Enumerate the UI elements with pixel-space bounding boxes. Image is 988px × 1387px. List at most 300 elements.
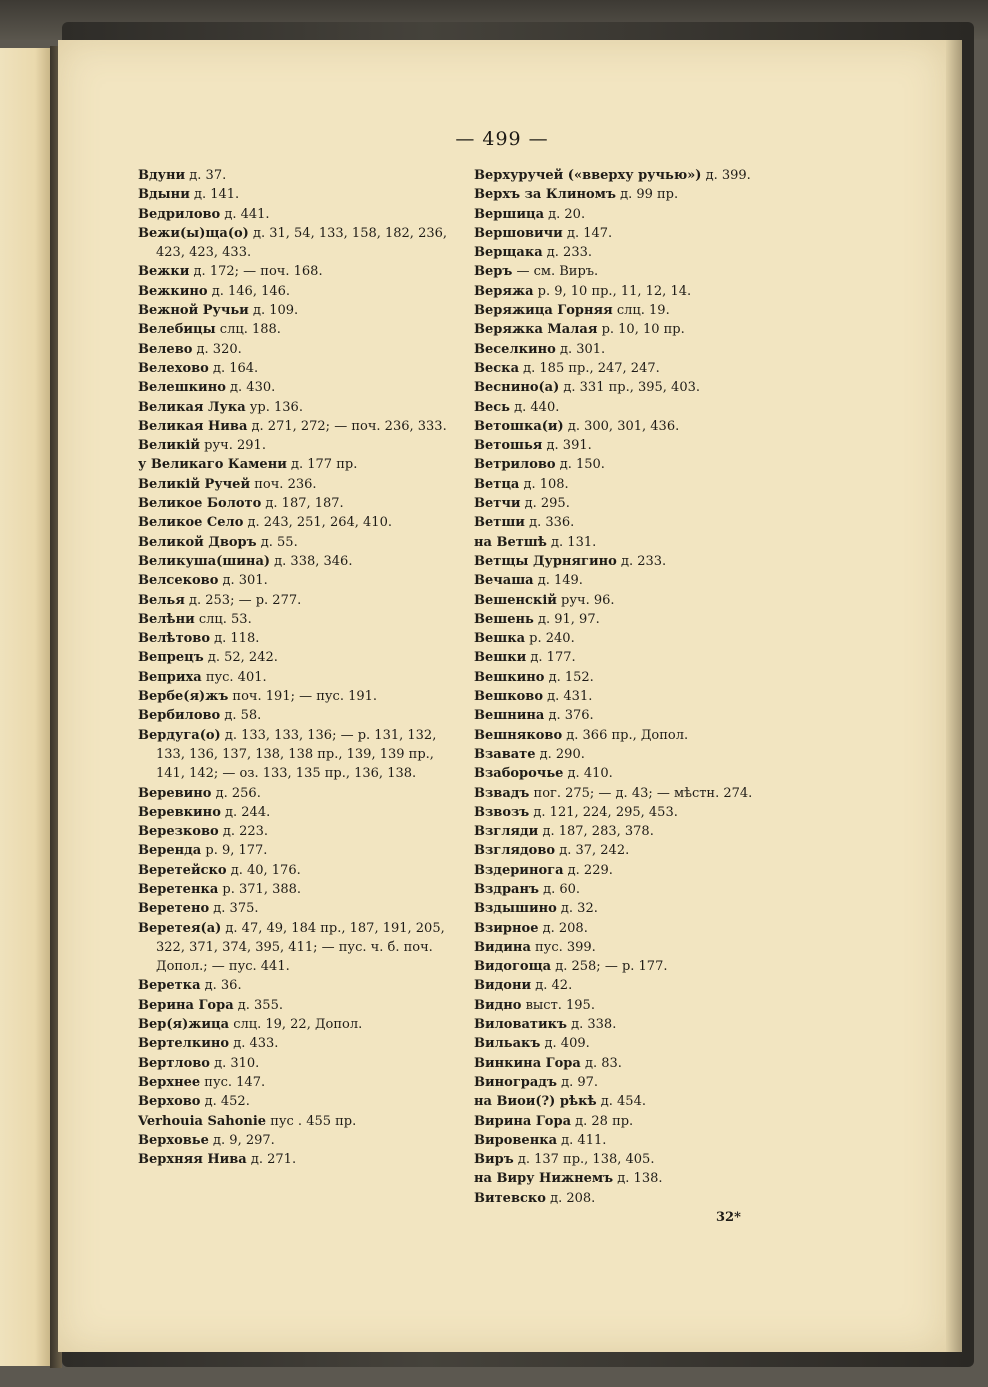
index-entry: [474, 1131, 774, 1150]
index-entry: [474, 938, 774, 957]
entry-references: д. 152.: [544, 669, 594, 685]
entry-headword: Ветщы Дурнягино: [474, 553, 617, 569]
entry-headword: Великое Болото: [138, 496, 262, 512]
entry-headword: Веприха: [138, 669, 202, 685]
index-entry: [138, 610, 454, 629]
entry-references: д. 177 пр.: [286, 457, 358, 473]
index-entry: [138, 976, 454, 995]
entry-references: д. 375.: [209, 901, 259, 917]
entry-references: д. 164.: [208, 360, 259, 376]
entry-headword: Verhouia Sahonie: [138, 1113, 267, 1129]
entry-headword: Виръ: [474, 1152, 514, 1168]
index-entry: [138, 378, 454, 397]
index-entry: [474, 648, 774, 667]
entry-references: д. 208.: [538, 920, 588, 936]
entry-references: д. 141.: [189, 187, 240, 203]
entry-headword: Веска: [474, 360, 519, 376]
entry-headword: у Великаго Камени: [138, 457, 287, 473]
index-entry: [474, 784, 774, 803]
index-entry: [474, 745, 774, 764]
entry-references: слц. 19, 22, Допол.: [229, 1017, 363, 1033]
entry-headword: Вертлово: [138, 1055, 210, 1071]
entry-references: р. 10, 10 пр.: [597, 322, 685, 338]
entry-references: д. 37, 242.: [555, 843, 630, 859]
entry-references: д. 133, 133, 136; — р. 131, 132, 133, 136, 137, 138, 138 пр., 139, 139 пр., 141, 142; — оз. 133, 135 пр., 136, 138.: [156, 727, 437, 782]
entry-headword: Ветчи: [474, 496, 521, 512]
index-entry: [474, 455, 774, 474]
index-entry: [474, 340, 774, 359]
entry-references: пус . 455 пр.: [266, 1113, 357, 1129]
index-entry: [474, 1150, 774, 1169]
entry-headword: Вдуни: [138, 168, 186, 183]
entry-headword: Взглядово: [474, 843, 556, 859]
entry-references: д. 454.: [596, 1094, 646, 1110]
entry-references: д. 40, 176.: [226, 862, 301, 878]
entry-references: д. 243, 251, 264, 410.: [243, 515, 392, 531]
entry-references: д. 36.: [200, 978, 242, 994]
entry-headword: Веръ: [474, 264, 513, 280]
index-entry: [474, 629, 774, 648]
index-entry: [474, 610, 774, 629]
index-entry: [138, 1034, 454, 1053]
entry-references: д. 411.: [557, 1132, 607, 1148]
index-entry: [138, 706, 454, 725]
entry-references: д. 376.: [544, 708, 594, 724]
entry-headword: Верина Гора: [138, 997, 234, 1013]
entry-references: — см. Виръ.: [512, 264, 599, 280]
entry-headword: Вечаша: [474, 573, 534, 589]
entry-headword: Вешняково: [474, 727, 563, 743]
entry-references: д. 229.: [563, 862, 613, 878]
entry-references: д. 253; — р. 277.: [184, 592, 302, 608]
entry-references: д. 91, 97.: [533, 611, 600, 627]
entry-references: д. 295.: [520, 496, 570, 512]
entry-headword: Вежи(ы)ща(о): [138, 225, 249, 241]
index-entry: [138, 648, 454, 667]
index-entry: [474, 996, 774, 1015]
entry-references: д. 399.: [701, 168, 751, 183]
index-entry: [474, 764, 774, 783]
index-entry: [474, 1189, 774, 1208]
entry-references: д. 9, 297.: [208, 1132, 275, 1148]
entry-references: д. 149.: [533, 573, 583, 589]
entry-headword: Ветрилово: [474, 457, 556, 473]
index-entry: [474, 899, 774, 918]
entry-headword: Великій: [138, 438, 201, 454]
entry-headword: Великая Нива: [138, 418, 248, 434]
entry-headword: Велехово: [138, 360, 209, 376]
entry-headword: Вировенка: [474, 1132, 558, 1148]
entry-references: пус. 401.: [201, 669, 267, 685]
entry-headword: Веснино(а): [474, 380, 560, 396]
entry-references: д. 440.: [510, 399, 560, 415]
entry-references: д. 131.: [546, 534, 597, 550]
entry-references: пог. 275; — д. 43; — мѣстн. 274.: [529, 785, 753, 801]
index-entry: [474, 687, 774, 706]
index-entry: [138, 1150, 454, 1169]
entry-references: д. 233.: [616, 553, 667, 569]
index-entry: [138, 398, 454, 417]
index-entry: [474, 378, 774, 397]
entry-references: д. 258; — р. 177.: [551, 959, 668, 975]
index-entry: [474, 301, 774, 320]
index-entry: [138, 841, 454, 860]
index-entry: [138, 340, 454, 359]
entry-headword: Вешково: [474, 689, 543, 705]
index-entry: [138, 591, 454, 610]
entry-references: д. 137 пр., 138, 405.: [513, 1152, 655, 1168]
entry-references: д. 331 пр., 395, 403.: [559, 380, 701, 396]
index-entry: [474, 976, 774, 995]
index-entry: [138, 1054, 454, 1073]
entry-headword: Верхнее: [138, 1074, 201, 1090]
page-number: — 499 —: [455, 128, 549, 150]
entry-references: д. 256.: [211, 785, 261, 801]
index-entry: [474, 359, 774, 378]
entry-headword: Видина: [474, 939, 531, 955]
index-entry: [474, 417, 774, 436]
entry-headword: Ветши: [474, 515, 525, 531]
index-entry: [138, 205, 454, 224]
entry-headword: Верщака: [474, 245, 543, 261]
entry-references: д. 187, 283, 378.: [538, 824, 654, 840]
entry-headword: Вербилово: [138, 708, 221, 724]
entry-references: д. 37.: [185, 168, 227, 183]
entry-headword: Вздышино: [474, 901, 557, 917]
entry-headword: Велебицы: [138, 322, 216, 338]
index-entry: [474, 861, 774, 880]
index-entry: [138, 861, 454, 880]
entry-references: д. 83.: [580, 1055, 622, 1071]
entry-references: д. 20.: [544, 206, 586, 222]
entry-references: д. 431.: [543, 689, 593, 705]
index-entry: [474, 880, 774, 899]
entry-headword: Вздериногa: [474, 862, 564, 878]
entry-headword: Велья: [138, 592, 185, 608]
entry-headword: Виловатикъ: [474, 1017, 567, 1033]
entry-references: д. 31, 54, 133, 158, 182, 236, 423, 423, 433.: [156, 225, 448, 261]
entry-headword: Великое Село: [138, 515, 244, 531]
entry-headword: Весь: [474, 399, 510, 415]
entry-references: д. 223.: [218, 824, 269, 840]
entry-references: д. 118.: [210, 631, 260, 647]
entry-headword: Взавате: [474, 746, 536, 762]
entry-references: р. 9, 10 пр., 11, 12, 14.: [533, 283, 692, 299]
entry-headword: Вешенскій: [474, 592, 557, 608]
entry-references: д. 147.: [562, 225, 613, 241]
entry-headword: Великой Дворъ: [138, 534, 257, 550]
entry-headword: Ветца: [474, 476, 520, 492]
entry-headword: Велѣтово: [138, 631, 210, 647]
entry-headword: Веренда: [138, 843, 202, 859]
entry-headword: на Виру Нижнемъ: [474, 1171, 614, 1187]
entry-references: д. 391.: [542, 438, 592, 454]
entry-references: д. 310.: [209, 1055, 260, 1071]
index-entry: [138, 1112, 454, 1131]
entry-headword: Вдыни: [138, 187, 190, 203]
entry-references: д. 336.: [524, 515, 575, 531]
entry-headword: Вепрецъ: [138, 650, 204, 666]
entry-headword: Вешнина: [474, 708, 545, 724]
entry-references: д. 233.: [542, 245, 593, 261]
entry-headword: Вешки: [474, 650, 527, 666]
index-entry: [474, 571, 774, 590]
entry-references: д. 301.: [218, 573, 268, 589]
entry-references: д. 355.: [233, 997, 283, 1013]
index-entry: [138, 282, 454, 301]
index-entry: [474, 224, 774, 243]
entry-headword: Великая Лука: [138, 399, 246, 415]
entry-headword: Винкина Гора: [474, 1055, 581, 1071]
entry-references: д. 32.: [556, 901, 598, 917]
entry-headword: Верхъ за Клиномъ: [474, 187, 616, 203]
entry-references: руч. 291.: [200, 438, 266, 454]
entry-headword: Веряжа: [474, 283, 534, 299]
index-entry: [138, 1092, 454, 1111]
index-entry: [138, 1131, 454, 1150]
entry-headword: Вежки: [138, 264, 190, 280]
index-column-left: [138, 166, 454, 1169]
entry-references: слц. 19.: [612, 303, 670, 319]
entry-references: д. 290.: [535, 746, 585, 762]
index-entry: [138, 455, 454, 474]
entry-headword: Вежной Ручьи: [138, 303, 249, 319]
entry-headword: Вежкино: [138, 283, 208, 299]
entry-references: д. 433.: [229, 1036, 279, 1052]
entry-headword: Видно: [474, 997, 522, 1013]
index-entry: [474, 591, 774, 610]
index-column-right: [474, 166, 774, 1208]
entry-headword: Ветошка(и): [474, 418, 564, 434]
entry-headword: Взаборочье: [474, 766, 564, 782]
index-entry: [138, 475, 454, 494]
entry-headword: Веретейско: [138, 862, 227, 878]
index-entry: [474, 1073, 774, 1092]
entry-headword: на Ветшѣ: [474, 534, 547, 550]
entry-references: слц. 188.: [215, 322, 281, 338]
index-entry: [138, 1073, 454, 1092]
entry-references: д. 97.: [556, 1074, 599, 1090]
entry-headword: Веретка: [138, 978, 201, 994]
entry-references: д. 172; — поч. 168.: [189, 264, 323, 280]
entry-headword: Веселкино: [474, 341, 556, 357]
entry-headword: Верховье: [138, 1132, 209, 1148]
entry-references: д. 271.: [246, 1152, 297, 1168]
index-entry: [138, 687, 454, 706]
entry-headword: Веряжка Малая: [474, 322, 598, 338]
entry-references: д. 430.: [225, 380, 276, 396]
entry-references: д. 410.: [563, 766, 613, 782]
index-entry: [474, 398, 774, 417]
entry-references: д. 28 пр.: [571, 1113, 634, 1129]
entry-headword: Верхово: [138, 1094, 201, 1110]
entry-headword: Взвадъ: [474, 785, 530, 801]
entry-headword: Веретея(а): [138, 920, 222, 936]
entry-headword: Ветошья: [474, 438, 543, 454]
entry-headword: Вешка: [474, 631, 526, 647]
index-entry: [138, 224, 454, 263]
index-entry: [138, 1015, 454, 1034]
entry-references: д. 42.: [531, 978, 573, 994]
index-entry: [474, 957, 774, 976]
page-edge-right: [946, 40, 962, 1352]
index-entry: [474, 1169, 774, 1188]
index-entry: [138, 822, 454, 841]
entry-headword: Видони: [474, 978, 532, 994]
entry-references: поч. 236.: [250, 476, 317, 492]
index-entry: [474, 1015, 774, 1034]
index-entry: [474, 1092, 774, 1111]
entry-headword: Веретенка: [138, 881, 219, 897]
entry-headword: Виноградъ: [474, 1074, 557, 1090]
entry-references: р. 9, 177.: [201, 843, 268, 859]
index-entry: [474, 282, 774, 301]
entry-references: слц. 53.: [194, 611, 252, 627]
entry-references: д. 109.: [248, 303, 299, 319]
index-entry: [474, 320, 774, 339]
index-entry: [138, 301, 454, 320]
index-entry: [474, 1112, 774, 1131]
index-entry: [474, 533, 774, 552]
index-entry: [474, 494, 774, 513]
entry-references: д. 366 пр., Допол.: [562, 727, 689, 743]
entry-headword: Взгляди: [474, 824, 539, 840]
entry-headword: Велешкино: [138, 380, 226, 396]
entry-headword: Великуша(шина): [138, 553, 271, 569]
index-entry: [474, 919, 774, 938]
index-entry: [138, 899, 454, 918]
entry-headword: Вербе(я)жъ: [138, 689, 229, 705]
index-entry: [138, 919, 454, 977]
entry-headword: Вешень: [474, 611, 534, 627]
index-entry: [474, 475, 774, 494]
index-entry: [474, 668, 774, 687]
entry-references: пус. 399.: [530, 939, 596, 955]
index-entry: [474, 1054, 774, 1073]
entry-headword: Велѣни: [138, 611, 195, 627]
entry-references: ур. 136.: [245, 399, 303, 415]
entry-references: поч. 191; — пус. 191.: [228, 689, 378, 705]
entry-references: д. 55.: [256, 534, 298, 550]
entry-headword: Велево: [138, 341, 193, 357]
entry-references: д. 300, 301, 436.: [563, 418, 680, 434]
entry-headword: Вильакъ: [474, 1036, 541, 1052]
index-entry: [474, 841, 774, 860]
entry-references: д. 338, 346.: [270, 553, 353, 569]
entry-headword: Верхняя Нива: [138, 1152, 247, 1168]
entry-references: д. 271, 272; — поч. 236, 333.: [247, 418, 447, 434]
index-entry: [474, 803, 774, 822]
index-entry: [474, 552, 774, 571]
entry-headword: Веретено: [138, 901, 210, 917]
entry-headword: Вер(я)жица: [138, 1017, 230, 1033]
entry-headword: Веряжица Горняя: [474, 303, 613, 319]
index-entry: [474, 706, 774, 725]
entry-references: д. 99 пр.: [615, 187, 679, 203]
index-entry: [138, 262, 454, 281]
index-entry: [138, 320, 454, 339]
index-entry: [138, 803, 454, 822]
entry-references: д. 301.: [555, 341, 606, 357]
entry-headword: Взвозъ: [474, 804, 530, 820]
index-entry: [474, 262, 774, 281]
entry-references: д. 52, 242.: [203, 650, 278, 666]
index-entry: [474, 205, 774, 224]
entry-headword: Вертелкино: [138, 1036, 230, 1052]
index-entry: [474, 166, 774, 185]
entry-references: д. 441.: [220, 206, 270, 222]
entry-references: руч. 96.: [556, 592, 615, 608]
index-entry: [474, 243, 774, 262]
index-entry: [474, 436, 774, 455]
entry-headword: Веревино: [138, 785, 212, 801]
index-entry: [138, 533, 454, 552]
entry-references: д. 320.: [192, 341, 242, 357]
entry-headword: Витевско: [474, 1190, 546, 1206]
index-entry: [138, 571, 454, 590]
entry-references: д. 187, 187.: [261, 496, 344, 512]
entry-references: д. 452.: [200, 1094, 250, 1110]
entry-references: д. 208.: [545, 1190, 596, 1206]
entry-references: д. 244.: [220, 804, 271, 820]
entry-references: д. 121, 224, 295, 453.: [529, 804, 678, 820]
index-entry: [138, 880, 454, 899]
index-entry: [474, 822, 774, 841]
index-entry: [138, 552, 454, 571]
entry-references: пус. 147.: [200, 1074, 266, 1090]
entry-headword: Ведрилово: [138, 206, 221, 222]
entry-references: д. 177.: [526, 650, 576, 666]
index-entry: [138, 436, 454, 455]
entry-headword: Велсеково: [138, 573, 219, 589]
index-entry: [138, 784, 454, 803]
entry-headword: Взирное: [474, 920, 539, 936]
entry-headword: на Виои(?) рѣкѣ: [474, 1094, 597, 1110]
index-entry: [138, 185, 454, 204]
entry-references: д. 409.: [540, 1036, 590, 1052]
entry-headword: Вершовичи: [474, 225, 563, 241]
previous-page-edge: [0, 48, 50, 1366]
signature-mark: 32*: [716, 1210, 741, 1225]
entry-references: д. 47, 49, 184 пр., 187, 191, 205, 322, 371, 374, 395, 411; — пус. ч. б. поч. Допол.; — пус. 441.: [156, 920, 445, 975]
entry-references: д. 150.: [555, 457, 605, 473]
entry-references: д. 338.: [566, 1017, 617, 1033]
entry-headword: Вердуга(о): [138, 727, 221, 743]
index-entry: [474, 185, 774, 204]
index-entry: [138, 494, 454, 513]
entry-headword: Вершица: [474, 206, 544, 222]
entry-references: д. 58.: [220, 708, 262, 724]
index-entry: [474, 726, 774, 745]
entry-references: д. 60.: [538, 881, 581, 897]
entry-headword: Веревкино: [138, 804, 221, 820]
entry-references: р. 240.: [525, 631, 575, 647]
entry-references: д. 108.: [519, 476, 569, 492]
index-entry: [138, 996, 454, 1015]
entry-references: д. 138.: [613, 1171, 663, 1187]
entry-headword: Вирина Гора: [474, 1113, 571, 1129]
entry-headword: Вешкино: [474, 669, 545, 685]
index-entry: [138, 726, 454, 784]
entry-references: р. 371, 388.: [218, 881, 302, 897]
index-entry: [138, 417, 454, 436]
index-entry: [474, 1034, 774, 1053]
entry-references: д. 146, 146.: [207, 283, 291, 299]
index-entry: [474, 513, 774, 532]
index-entry: [138, 166, 454, 185]
entry-references: д. 185 пр., 247, 247.: [519, 360, 660, 376]
entry-headword: Великій Ручей: [138, 476, 251, 492]
